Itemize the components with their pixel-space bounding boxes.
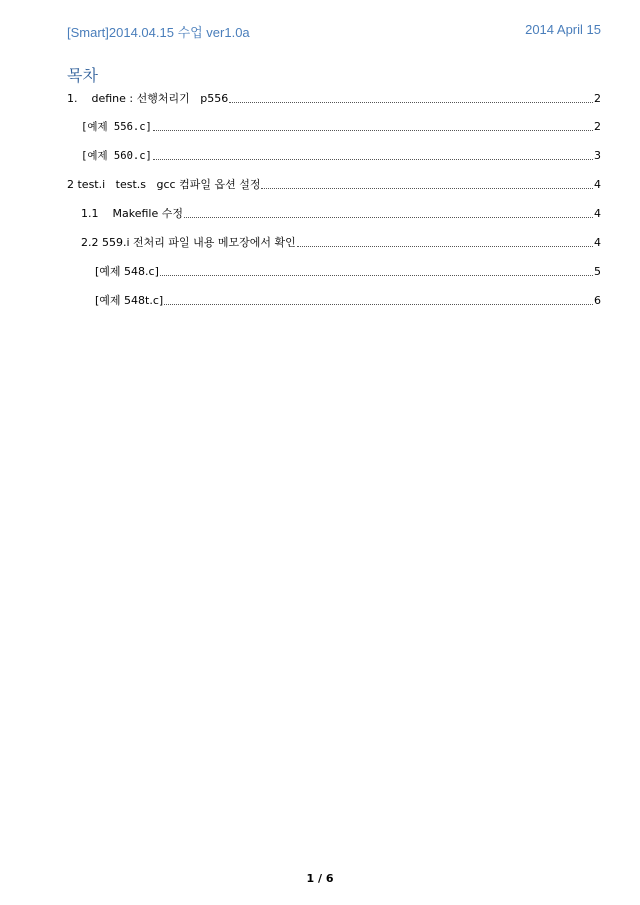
toc-leader-dots [160, 274, 593, 276]
toc-leader-dots [184, 216, 593, 218]
toc-entry-2[interactable] [81, 116, 601, 134]
toc-leader-dots [261, 187, 593, 189]
toc-entry-text: 2 test.i test.s gcc 컴파일 옵션 설정 [67, 178, 261, 191]
toc-leader-dots [153, 158, 593, 160]
toc-leader-dots [297, 245, 593, 247]
toc-entry-text: 2.2 559.i 전처리 파일 내용 메모장에서 확인 [81, 236, 296, 249]
toc-entry-5[interactable] [81, 203, 601, 221]
toc-entry-page: 2 [594, 120, 601, 133]
toc-entry-text: [예제 548t.c] [95, 294, 164, 307]
header-title: [Smart]2014.04.15 수업 ver1.0a [67, 25, 250, 40]
toc-entry-text: [예제 560.c] [81, 150, 152, 162]
toc-entry-text: [예제 556.c] [81, 121, 152, 133]
toc-leader-dots [229, 101, 593, 103]
toc-entry-4[interactable] [67, 174, 601, 192]
toc-entry-text: 1.1 Makefile 수정 [81, 207, 183, 220]
toc-title: 목차 [67, 66, 98, 85]
toc-entry-page: 5 [594, 265, 601, 278]
toc-entry-page: 4 [594, 178, 601, 191]
header-date: 2014 April 15 [525, 22, 601, 37]
toc-entry-page: 2 [594, 92, 601, 105]
toc-entry-3[interactable] [81, 145, 601, 163]
toc-entry-1[interactable] [67, 88, 601, 106]
toc-entry-page: 4 [594, 207, 601, 220]
toc-entry-page: 4 [594, 236, 601, 249]
toc-entry-text: 1. define : 선행처리기 p556 [67, 92, 229, 105]
toc-entry-8[interactable] [95, 290, 601, 308]
toc-entry-page: 6 [594, 294, 601, 307]
toc-leader-dots [164, 303, 593, 305]
toc-entry-6[interactable] [81, 232, 601, 250]
toc-entry-7[interactable] [95, 261, 601, 279]
toc-entry-page: 3 [594, 149, 601, 162]
toc-leader-dots [153, 129, 593, 131]
page-indicator: 1 / 6 [306, 872, 334, 885]
toc-entry-text: [예제 548.c] [95, 265, 159, 278]
page-header [67, 22, 601, 42]
